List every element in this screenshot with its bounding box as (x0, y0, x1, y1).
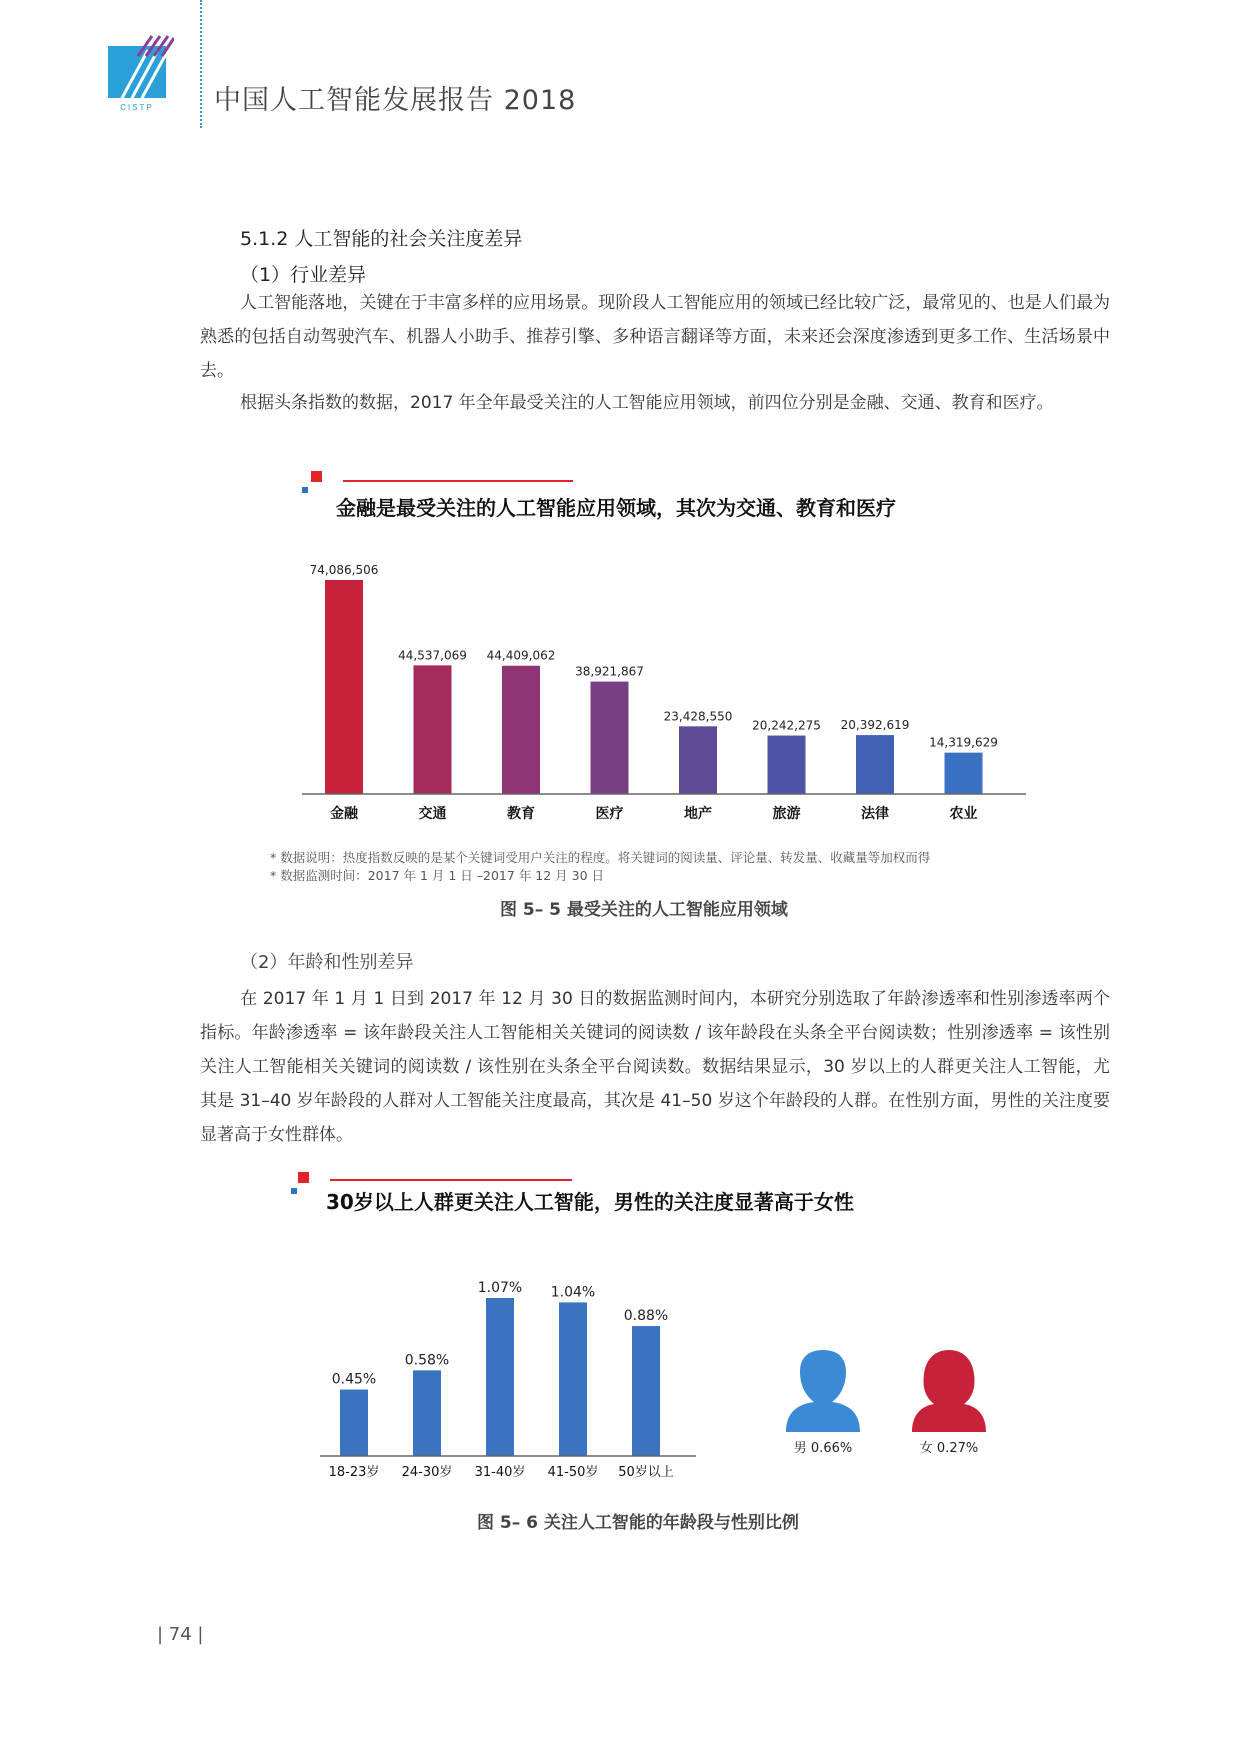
bar (632, 1326, 660, 1456)
bar (413, 1370, 441, 1456)
chart-title-marker-blue (302, 487, 308, 493)
bar (325, 580, 363, 794)
paragraph-top-fields (200, 386, 1110, 420)
bar (414, 665, 452, 794)
tick-label: 地产 (684, 806, 712, 822)
female-label: 女 0.27% (919, 1441, 979, 1456)
chart-title-rule (330, 1179, 572, 1181)
tick-label: 法律 (861, 806, 889, 822)
bar (945, 753, 983, 794)
chart-title-marker-red (298, 1172, 309, 1183)
tick-label: 教育 (507, 806, 535, 822)
bar (768, 736, 806, 794)
data-note: * 数据说明：热度指数反映的是某个关键词受用户关注的程度。将关键词的阅读量、评论量、转发量、收藏量等加权而得 (270, 850, 931, 865)
data-period-note: * 数据监测时间：2017 年 1 月 1 日 –2017 年 12 月 30 日 (270, 868, 605, 883)
data-label: 20,242,275 (752, 718, 821, 733)
bar (679, 726, 717, 794)
data-label: 44,537,069 (398, 648, 467, 663)
male-label: 男 0.66% (793, 1441, 853, 1456)
data-label: 1.07% (477, 1280, 523, 1296)
data-label: 1.04% (550, 1284, 596, 1301)
paragraph-text: 在 2017 年 1 月 1 日到 2017 年 12 月 30 日的数据监测时间内，本研究分别选取了年龄渗透率和性别渗透率两个指标。年龄渗透率 = 该年龄段关注人工智能相关关键词的阅读数 / 该年龄段在头条全平台阅读数；性别渗透率 = 该性别关注人工智能相关关键词的阅读数 / 该性别在头条全平台阅读数。数据结果显示，30 岁以上的人群更关注人工智能，尤其是 31–40 岁年龄段的人群对人工智能关注度最高，其次是 41–50 岁这个年龄段的人群。在性别方面，男性的关注度要显著高于女性群体。 (200, 989, 1110, 1145)
header-divider (200, 0, 202, 128)
chart-title-rule (343, 480, 573, 482)
male-person-icon (786, 1350, 860, 1432)
figure-caption: 图 5– 5 最受关注的人工智能应用领域 (500, 900, 788, 920)
industry-bar-chart (300, 540, 1030, 830)
tick-label: 50岁以上 (618, 1465, 674, 1480)
data-label: 44,409,062 (486, 648, 556, 663)
chart-title: 30岁以上人群更关注人工智能，男性的关注度显著高于女性 (326, 1190, 854, 1214)
page-number: | 74 | (157, 1624, 204, 1645)
data-label: 74,086,506 (309, 563, 379, 577)
tick-label: 18-23岁 (328, 1465, 380, 1480)
tick-label: 31-40岁 (474, 1465, 526, 1480)
tick-label: 旅游 (772, 806, 801, 822)
bar (486, 1298, 514, 1456)
data-label: 38,921,867 (575, 664, 644, 679)
bar (502, 666, 540, 794)
data-label: 0.58% (404, 1352, 450, 1369)
age-gender-figure (300, 1260, 1020, 1500)
tick-label: 农业 (949, 806, 978, 822)
female-person-icon (912, 1350, 986, 1432)
tick-label: 医疗 (595, 806, 624, 822)
bar (856, 735, 894, 794)
report-title: 中国人工智能发展报告 2018 (214, 85, 577, 116)
bar (559, 1302, 587, 1456)
bar (591, 682, 629, 794)
chart-title: 金融是最受关注的人工智能应用领域，其次为交通、教育和医疗 (336, 496, 896, 520)
age-bar-chart (329, 1280, 674, 1480)
tick-label: 41-50岁 (547, 1465, 599, 1480)
section-heading: 5.1.2 人工智能的社会关注度差异 (240, 228, 523, 250)
sub-heading-age-gender: （2）年龄和性别差异 (240, 952, 414, 973)
tick-label: 交通 (418, 806, 447, 822)
sub-heading-industry: （1）行业差异 (240, 264, 367, 286)
data-label: 14,319,629 (929, 735, 998, 750)
data-label: 0.88% (623, 1308, 669, 1325)
cistp-logo (108, 34, 174, 112)
figure-caption: 图 5– 6 关注人工智能的年龄段与性别比例 (477, 1513, 799, 1533)
tick-label: 金融 (330, 806, 358, 822)
chart-title-marker-blue (291, 1188, 297, 1194)
paragraph-industry-intro (200, 286, 1110, 388)
paragraph-text: 人工智能落地，关键在于丰富多样的应用场景。现阶段人工智能应用的领域已经比较广泛，最常见的、也是人们最为熟悉的包括自动驾驶汽车、机器人小助手、推荐引擎、多种语言翻译等方面，未来还会深度渗透到更多工作、生活场景中去。 (200, 293, 1110, 381)
chart-title-marker-red (311, 471, 322, 482)
data-label: 0.45% (331, 1371, 377, 1388)
data-label: 20,392,619 (840, 718, 910, 733)
bar (340, 1390, 368, 1456)
paragraph-text: 根据头条指数的数据，2017 年全年最受关注的人工智能应用领域，前四位分别是金融、交通、教育和医疗。 (240, 393, 1054, 413)
paragraph-age-gender (200, 982, 1110, 1152)
logo-text: CISTP (120, 103, 154, 112)
data-label: 23,428,550 (663, 709, 733, 724)
tick-label: 24-30岁 (401, 1465, 453, 1480)
